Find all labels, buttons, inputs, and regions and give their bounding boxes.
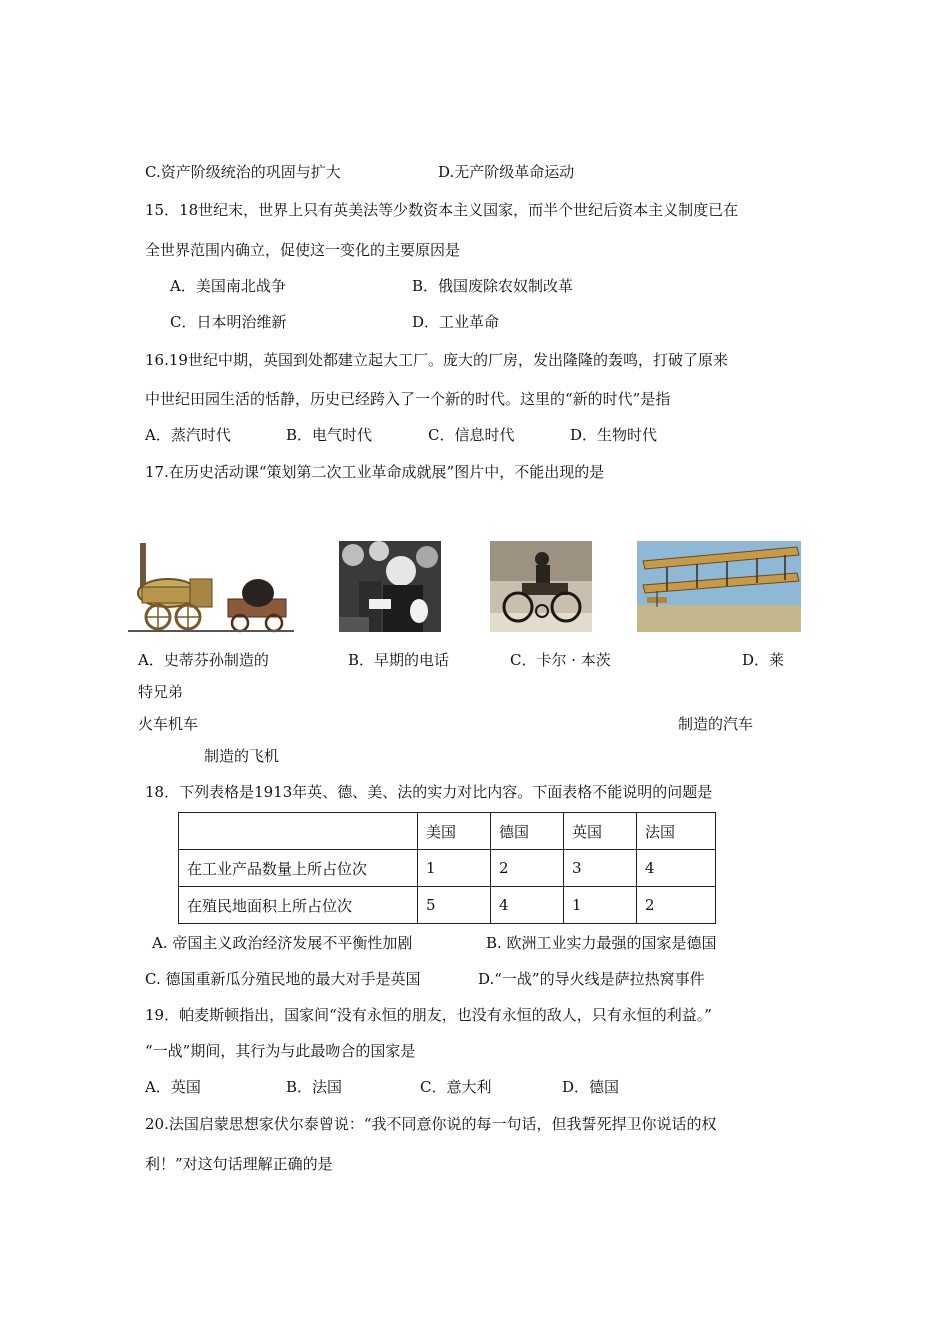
q17-caption-a-line2: 火车机车 — [138, 715, 199, 733]
table-cell: 2 — [637, 887, 716, 924]
q18-option-b: B. 欧洲工业实力最强的国家是德国 — [486, 934, 717, 952]
q15-option-d: D．工业革命 — [412, 313, 500, 331]
table-header-cell: 美国 — [418, 813, 491, 850]
q15-stem-line2: 全世界范围内确立，促使这一变化的主要原因是 — [145, 241, 461, 259]
table-cell: 4 — [637, 850, 716, 887]
wright-airplane-image — [637, 541, 801, 632]
q16-option-c: C．信息时代 — [428, 426, 515, 444]
q20-stem-line2: 利！”对这句话理解正确的是 — [145, 1155, 333, 1173]
q18-option-c: C. 德国重新瓜分殖民地的最大对手是英国 — [145, 970, 421, 988]
table-cell: 在工业产品数量上所占位次 — [179, 850, 418, 887]
q17-stem: 17.在历史活动课“策划第二次工业革命成就展”图片中，不能出现的是 — [145, 463, 605, 481]
q16-option-d: D．生物时代 — [570, 426, 658, 444]
q15-stem-line1: 15．18世纪末，世界上只有英美法等少数资本主义国家，而半个世纪后资本主义制度已在 — [145, 201, 739, 219]
q17-caption-d-line1: D．莱 — [742, 651, 785, 669]
q16-option-b: B．电气时代 — [286, 426, 373, 444]
table-header-cell: 英国 — [564, 813, 637, 850]
q15-option-a: A．美国南北战争 — [170, 277, 286, 295]
q20-stem-line1: 20.法国启蒙思想家伏尔泰曾说：“我不同意你说的每一句话，但我誓死捍卫你说话的权 — [145, 1115, 717, 1133]
table-cell: 2 — [491, 850, 564, 887]
benz-car-image — [490, 541, 592, 632]
locomotive-image — [128, 541, 294, 633]
early-telephone-image — [339, 541, 441, 632]
table-cell: 1 — [564, 887, 637, 924]
q19-option-c: C．意大利 — [420, 1078, 492, 1096]
q17-caption-b: B．早期的电话 — [348, 651, 450, 669]
q19-option-d: D．德国 — [562, 1078, 620, 1096]
table-header-cell: 德国 — [491, 813, 564, 850]
table-cell: 在殖民地面积上所占位次 — [179, 887, 418, 924]
q15-option-c: C．日本明治维新 — [170, 313, 287, 331]
table-cell: 4 — [491, 887, 564, 924]
power-comparison-table — [178, 812, 716, 924]
table-cell: 1 — [418, 850, 491, 887]
q16-stem-line2: 中世纪田园生活的恬静，历史已经跨入了一个新的时代。这里的“新的时代”是指 — [145, 390, 671, 408]
q16-stem-line1: 16.19世纪中期，英国到处都建立起大工厂。庞大的厂房，发出隆隆的轰鸣，打破了原来 — [145, 351, 728, 369]
table-header-row — [179, 813, 716, 850]
q14-option-d: D.无产阶级革命运动 — [438, 163, 575, 181]
table-cell: 5 — [418, 887, 491, 924]
table-header-cell: 法国 — [637, 813, 716, 850]
q17-caption-a-line1: A．史蒂芬孙制造的 — [138, 651, 269, 669]
q17-caption-c-line1: C．卡尔 · 本茨 — [510, 651, 611, 669]
q16-option-a: A．蒸汽时代 — [145, 426, 231, 444]
q19-stem-line2: “一战”期间，其行为与此最吻合的国家是 — [145, 1042, 416, 1060]
q18-option-d: D.“一战”的导火线是萨拉热窝事件 — [478, 970, 705, 988]
q19-stem-line1: 19．帕麦斯顿指出，国家间“没有永恒的朋友，也没有永恒的敌人，只有永恒的利益。” — [145, 1006, 712, 1024]
table-cell: 3 — [564, 850, 637, 887]
q18-stem: 18．下列表格是1913年英、德、美、法的实力对比内容。下面表格不能说明的问题是 — [145, 783, 713, 801]
table-row — [179, 850, 716, 887]
q17-caption-d-line3: 制造的飞机 — [204, 747, 280, 765]
q14-option-c: C.资产阶级统治的巩固与扩大 — [145, 163, 341, 181]
q17-caption-c-line2: 制造的汽车 — [678, 715, 754, 733]
table-row — [179, 887, 716, 924]
q17-caption-d-line2: 特兄弟 — [138, 683, 184, 701]
q19-option-a: A．英国 — [145, 1078, 201, 1096]
q19-option-b: B．法国 — [286, 1078, 343, 1096]
q18-option-a: A. 帝国主义政治经济发展不平衡性加剧 — [152, 934, 413, 952]
table-header-cell — [179, 813, 418, 850]
q15-option-b: B．俄国废除农奴制改革 — [412, 277, 574, 295]
